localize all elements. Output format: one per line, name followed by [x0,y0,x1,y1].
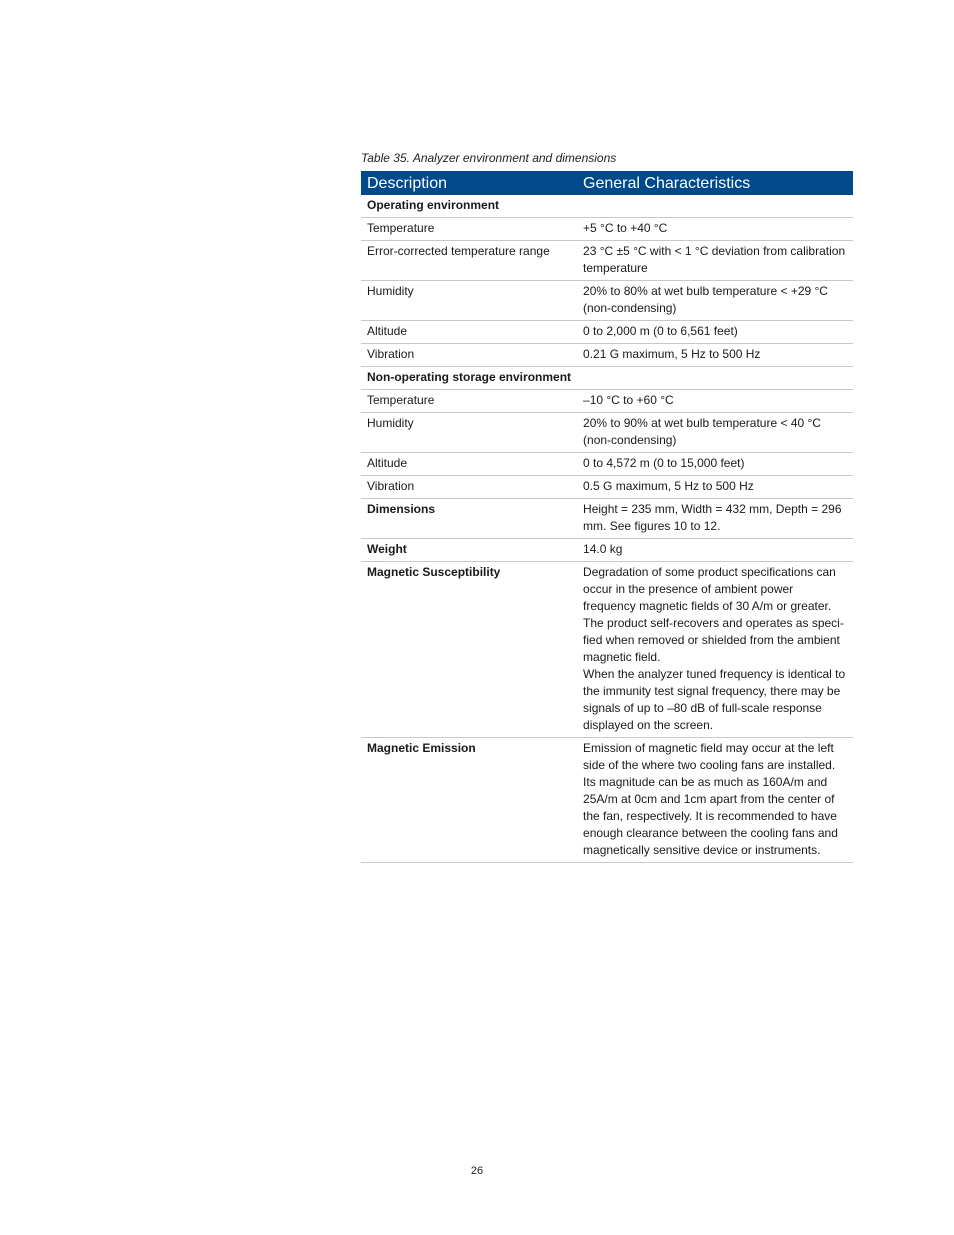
row-value: –10 °C to +60 °C [577,390,853,413]
row-value: +5 °C to +40 °C [577,218,853,241]
paragraph: Degradation of some product specifications can occur in the presence of ambient power frequency magnetic fields of 30 A/m or greater. [583,565,836,613]
header-description: Description [361,171,577,195]
paragraph: The product self-recovers and operates as speci-fied when removed or shielded from the ambient magnetic field. [583,616,844,664]
header-general-characteristics: General Characteristics [577,171,853,195]
page-number: 26 [470,1165,484,1177]
magnetic-susceptibility-row [361,562,853,738]
row-value: Emission of magnetic field may occur at the left side of the where two cooling fans are installed. Its magnitude can be as much as 160A/m and 25A/m at 0cm and 1cm apart from the center of the fan, respectively. It is recommended to have enough clearance between the cooling fans and magnetically sensitive device or instruments. [577,738,853,863]
table-row [361,218,853,241]
table-row [361,476,853,499]
row-value: 0 to 2,000 m (0 to 6,561 feet) [577,321,853,344]
row-value: 0.21 G maximum, 5 Hz to 500 Hz [577,344,853,367]
table-row [361,321,853,344]
table-row [361,453,853,476]
section-storage-environment [361,367,853,390]
section-title: Non-operating storage environment [361,367,577,390]
row-description: Humidity [361,281,577,321]
row-value: Height = 235 mm, Width = 432 mm, Depth = 296 mm. See figures 10 to 12. [577,499,853,539]
row-value [577,562,853,738]
row-value: 23 °C ±5 °C with < 1 °C deviation from calibration temperature [577,241,853,281]
paragraph: When the analyzer tuned frequency is identical to the immunity test signal frequency, there may be signals of up to –80 dB of full-scale response displayed on the screen. [583,667,846,732]
row-description: Magnetic Emission [361,738,577,863]
environment-table [361,171,853,863]
row-value: 0.5 G maximum, 5 Hz to 500 Hz [577,476,853,499]
table-row [361,241,853,281]
row-description: Altitude [361,321,577,344]
table-row [361,390,853,413]
table-row [361,281,853,321]
row-description: Weight [361,539,577,562]
dimensions-row [361,499,853,539]
section-operating-environment [361,195,853,218]
row-value: 14.0 kg [577,539,853,562]
section-empty-cell [577,367,853,390]
row-description: Dimensions [361,499,577,539]
table-row [361,413,853,453]
section-title: Operating environment [361,195,577,218]
row-description: Temperature [361,218,577,241]
row-description: Vibration [361,476,577,499]
row-description: Altitude [361,453,577,476]
row-description: Temperature [361,390,577,413]
table-row [361,344,853,367]
section-empty-cell [577,195,853,218]
weight-row [361,539,853,562]
table-header-row [361,171,853,195]
row-description: Humidity [361,413,577,453]
table-caption: Table 35. Analyzer environment and dimensions [361,151,617,165]
row-value: 20% to 80% at wet bulb temperature < +29 °C (non-condensing) [577,281,853,321]
row-value: 0 to 4,572 m (0 to 15,000 feet) [577,453,853,476]
row-description: Magnetic Susceptibility [361,562,577,738]
row-value: 20% to 90% at wet bulb temperature < 40 °C (non-condensing) [577,413,853,453]
row-description: Vibration [361,344,577,367]
row-description: Error-corrected temperature range [361,241,577,281]
magnetic-emission-row [361,738,853,863]
